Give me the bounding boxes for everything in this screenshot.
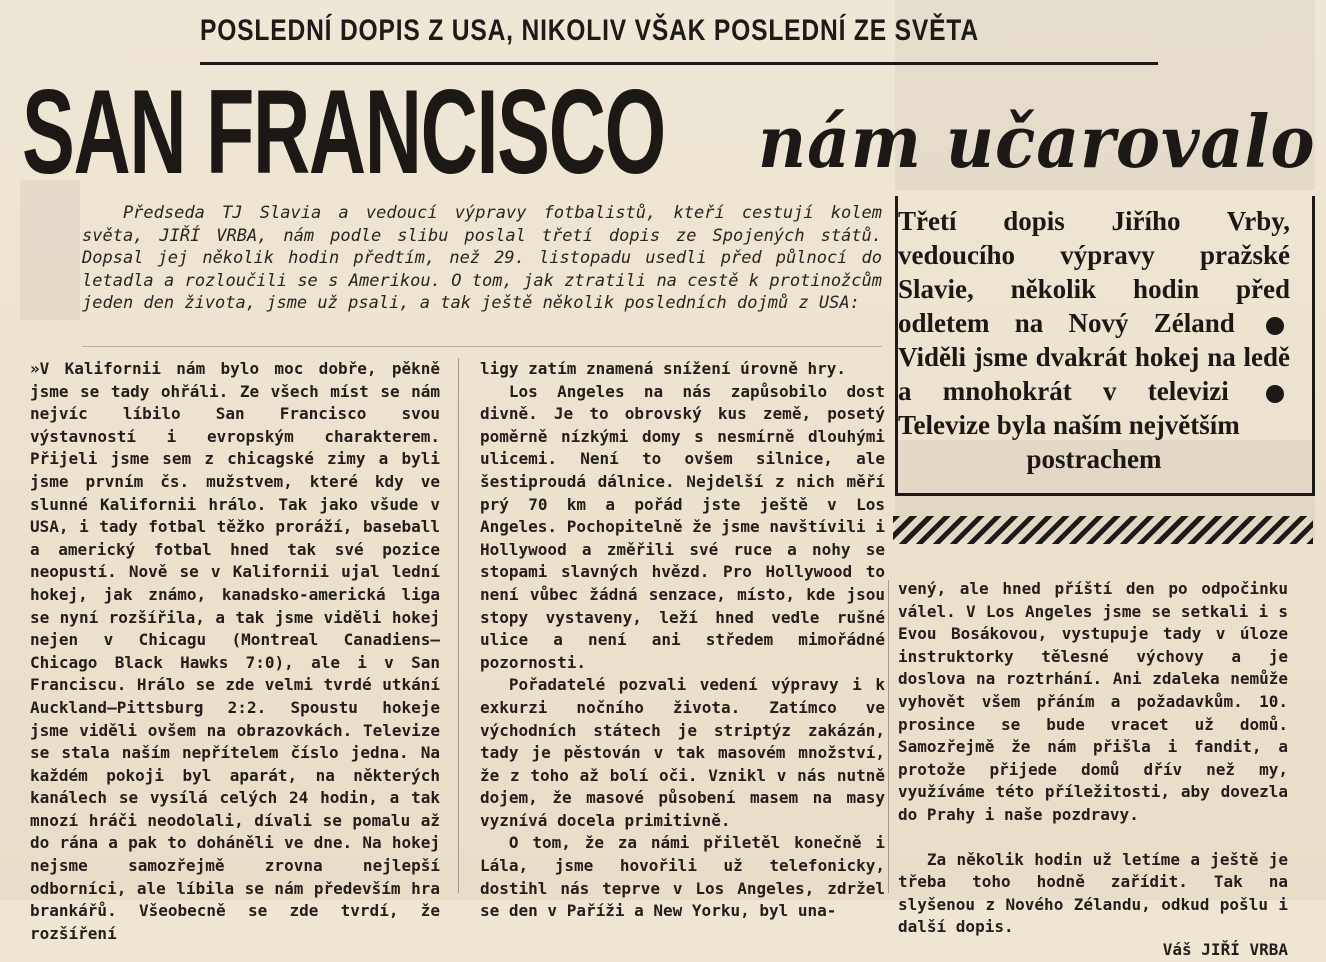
author-signature: Váš JIŘÍ VRBA (1162, 939, 1288, 959)
bleed-through-area (20, 180, 80, 320)
article-headline: SAN FRANCISCO (22, 65, 665, 199)
column-paragraph: vený, ale hned příští den po odpočinku válel. V Los Angeles jsme se setkali i s Evou Bosákovou, vystupuje tady v úloze instruktorky tělesné výchovy a je doslova na roztrhání. Ani zdaleka nemůže vyhovět všem přáním a požadavkům. 10. prosince se bude vracet už domů. Samozřejmě že nám přišla i fandit, a protože přijede domů dřív než my, využíváme této příležitosti, aby dovezla do Prahy i naše pozdravy. (898, 579, 1288, 824)
sidebox-text-part4: postrachem (1026, 444, 1162, 474)
column-paragraph: ligy zatím znamená snížení úrovně hry. (480, 359, 847, 378)
article-lead (82, 202, 882, 315)
column-paragraph: Za několik hodin už letíme a ještě je třeba toho hodně zařídit. Tak na slyšenou z Nového Zélandu, odkud pošlu i další dopis. (898, 849, 1288, 937)
lead-divider (82, 346, 882, 347)
article-column-1 (30, 358, 440, 945)
article-kicker: POSLEDNÍ DOPIS Z USA, NIKOLIV VŠAK POSLEDNÍ ZE SVĚTA (200, 14, 979, 47)
column-paragraph: »V Kalifornii nám bylo moc dobře, pěkně jsme se tady ohřáli. Ze všech míst se nám nejvíc líbilo San Francisco svou výstavností i evropským charakterem. Přijeli jsme sem z chicagské zimy a byli jsme prvním čs. mužstvem, které kdy ve slunné Kalifornii hrálo. Tak jako všude v USA, i tady fotbal těžko proráží, baseball a americký fotbal hned tak své pozice neopustí. Nově se v Kalifornii ujal lední hokej, jak známo, kanadsko-americká liga se nyní rozšířila, a tak jsme viděli hokej nejen v Chicagu (Montreal Canadiens—Chicago Black Hawks 7:0), ale i v San Franciscu. Hrálo se zde velmi tvrdé utkání Auckland—Pittsburg 2:2. Spoustu hokeje jsme viděli ovšem na obrazovkách. Televize se stala naším nepřítelem číslo jedna. Na každém pokoji byl aparát, na některých kanálech se vysílá celých 24 hodin, a tak mnozí hráči neodolali, dívali se pomalu až do rána a pak to doháněli ve dne. Na hokej nejsme samozřejmě zrovna nejlepší odborníci, ale líbila se nám především hra brankářů. Všeobecně se zde tvrdí, že rozšíření (30, 359, 440, 943)
sidebox-text-part3: Televize byla naším největším (898, 410, 1240, 440)
column-divider (888, 580, 889, 893)
article-column-3 (898, 578, 1288, 962)
article-headline-script: nám učarovalo (758, 99, 1316, 184)
sidebox-frame-right (1312, 196, 1315, 496)
article-column-2 (480, 358, 885, 923)
bullet-icon (1266, 317, 1284, 335)
column-paragraph: Los Angeles na nás zapůsobilo dost divně. Je to obrovský kus země, posetý poměrně nízkými domy s nesmírně dlouhými ulicemi. Není to ovšem silnice, ale šestiproudá dálnice. Nejdelší z nich měří prý 70 km a pořád jste ještě v Los Angeles. Pochopitelně že jsme navštívili i Hollywood a změřili své ruce a nohy se stopami slavných hvězd. Pro Hollywood to není vůbec žádná senzace, místo, kde jsou stopy vystaveny, leží hned vedle rušné ulice a není ani středem mimořádné pozornosti. (480, 381, 885, 672)
hatched-divider (893, 516, 1313, 544)
sidebox-text-part1: Třetí dopis Jiřího Vrby, vedoucího výpravy pražské Slavie, několik hodin před odletem na Nový Zéland (898, 206, 1290, 338)
column-divider (458, 358, 459, 893)
lead-paragraph: Předseda TJ Slavia a vedoucí výpravy fotbalistů, kteří cestují kolem světa, JIŘÍ VRBA, nám podle slibu poslal třetí dopis ze Spojených států. Dopsal jej několik hodin předtím, než 29. listopadu usedli před půlnocí do letadla a rozloučili se s Amerikou. O tom, jak ztratili na cestě k protinožcům jeden den života, jsme už psali, a tak ještě několik posledních dojmů z USA: (82, 203, 882, 314)
bullet-icon (1266, 385, 1284, 403)
sidebox-text-part2: Viděli jsme dvakrát hokej na ledě a mnohokrát v televizi (898, 342, 1290, 406)
sidebox-summary (898, 204, 1290, 476)
column-paragraph: O tom, že za námi přiletěl konečně i Lála, jsme hovořili už telefonicky, dostihl nás teprve v Los Angeles, zdržel se den v Paříži a New Yorku, byl una- (480, 833, 885, 921)
column-paragraph: Pořadatelé pozvali vedení výpravy i k exkurzi nočního života. Zatímco ve východních státech je striptýz zakázán, tady je pěstován v tak masovém množství, že z toho až bolí oči. Vznikl v nás nutně dojem, že masové působení masem na masy vyznívá docela primitivně. (480, 675, 885, 830)
